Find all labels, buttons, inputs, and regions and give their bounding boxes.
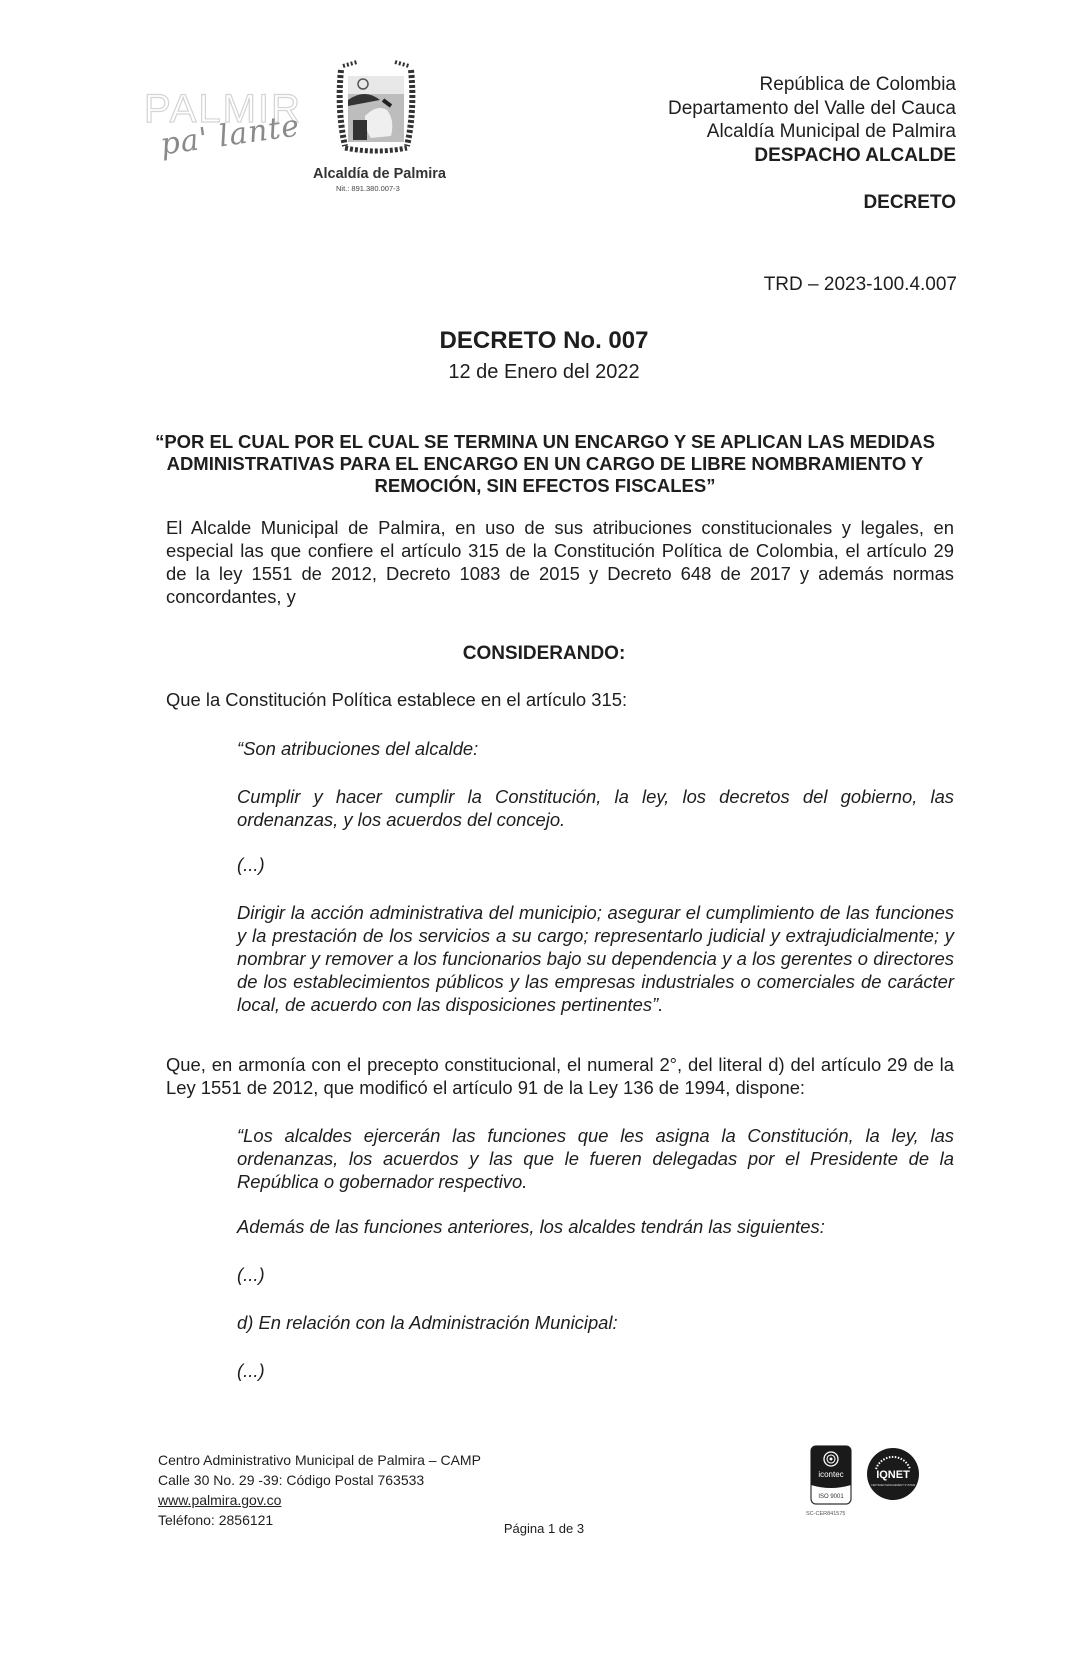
quote-1-intro: “Son atribuciones del alcalde: [237, 738, 479, 759]
quote-2-line-2: Además de las funciones anteriores, los alcaldes tendrán las siguientes: [237, 1216, 825, 1237]
paragraph-ley-1551: Que, en armonía con el precepto constitucional, el numeral 2°, del literal d) del artículo 29 de la Ley 1551 de 2012, que modificó el artículo 91 de la Ley 136 de 1994, dispone: [166, 1054, 954, 1098]
icontec-label: icontec [818, 1470, 844, 1479]
quote-2-ellipsis-1: (...) [237, 1264, 265, 1285]
footer-website-link[interactable]: www.palmira.gov.co [158, 1492, 282, 1508]
footer-address-2: Calle 30 No. 29 -39: Código Postal 763533 [158, 1472, 425, 1488]
considerando-heading: CONSIDERANDO: [462, 643, 626, 664]
paragraph-article-315: Que la Constitución Política establece en el artículo 315: [166, 689, 628, 710]
page-number: Página 1 de 3 [503, 1521, 585, 1536]
seal-title: Alcaldía de Palmira [313, 166, 446, 182]
header-line-republic: República de Colombia [759, 74, 956, 95]
icontec-code: SC-CER841575 [806, 1511, 846, 1517]
intro-paragraph: El Alcalde Municipal de Palmira, en uso de sus atribuciones constitucionales y legales, en especial las que confiere el artículo 315 de la Constitución Política de Colombia, el artículo 29 de la ley 1551 de 2012, Decreto 1083 de 2015 y Decreto 648 de 2017 y además normas concordantes, y [166, 517, 954, 607]
iqnet-certification-icon [866, 1447, 920, 1501]
icontec-certification-icon [810, 1445, 852, 1505]
footer-address-1: Centro Administrativo Municipal de Palmira – CAMP [158, 1452, 481, 1468]
footer-contact [158, 1450, 481, 1530]
quote-1-ellipsis: (...) [237, 854, 265, 875]
quote-1-item-2: Dirigir la acción administrativa del municipio; asegurar el cumplimiento de las funciones y la prestación de los servicios a su cargo; representarlo judicial y extrajudicialmente; y nombrar y remover a los funcionarios bajo su dependencia y a los gerentes o directores de los establecimientos públicos y las empresas industriales o comerciales de carácter local, de acuerdo con las disposiciones pertinentes”. [237, 902, 954, 1015]
iqnet-subtitle: CERTIFIED MANAGEMENT SYSTEM [870, 1484, 916, 1487]
svg-text:PALMIRA: PALMIR [144, 87, 300, 131]
decree-number: DECRETO No. 007 [439, 327, 649, 354]
header-line-municipality: Alcaldía Municipal de Palmira [706, 121, 956, 142]
quote-2-line-3: d) En relación con la Administración Municipal: [237, 1312, 618, 1333]
trd-code: TRD – 2023-100.4.007 [763, 274, 957, 295]
quote-2-intro: “Los alcaldes ejercerán las funciones que les asigna la Constitución, la ley, las ordenanzas, los acuerdos y las que le fueren delegadas por el Presidente de la República o gobernador respectivo. [237, 1125, 954, 1192]
header-line-department: Departamento del Valle del Cauca [668, 97, 956, 119]
seal-nit: Nit.: 891.380.007-3 [336, 184, 400, 193]
decree-title: “POR EL CUAL POR EL CUAL SE TERMINA UN ENCARGO Y SE APLICAN LAS MEDIDAS ADMINISTRATIVAS PARA EL ENCARGO EN UN CARGO DE LIBRE NOMBRAMIENTO Y REMOCIÓN, SIN EFECTOS FISCALES” [155, 431, 935, 496]
iqnet-label: IQNET [876, 1469, 910, 1481]
header-entity-block [668, 73, 956, 167]
header-doc-type: DECRETO [863, 192, 956, 213]
decree-date: 12 de Enero del 2022 [448, 361, 640, 383]
quote-1-item-1: Cumplir y hacer cumplir la Constitución, la ley, los decretos del gobierno, las ordenanzas, y los acuerdos del concejo. [237, 786, 954, 830]
palante-slogan: pa' lante [158, 108, 303, 163]
icontec-standard: ISO 9001 [818, 1494, 844, 1500]
quote-2-ellipsis-2: (...) [237, 1360, 265, 1381]
municipal-seal-icon [335, 60, 417, 156]
header-line-office: DESPACHO ALCALDE [754, 144, 956, 166]
footer-phone: Teléfono: 2856121 [158, 1512, 274, 1528]
